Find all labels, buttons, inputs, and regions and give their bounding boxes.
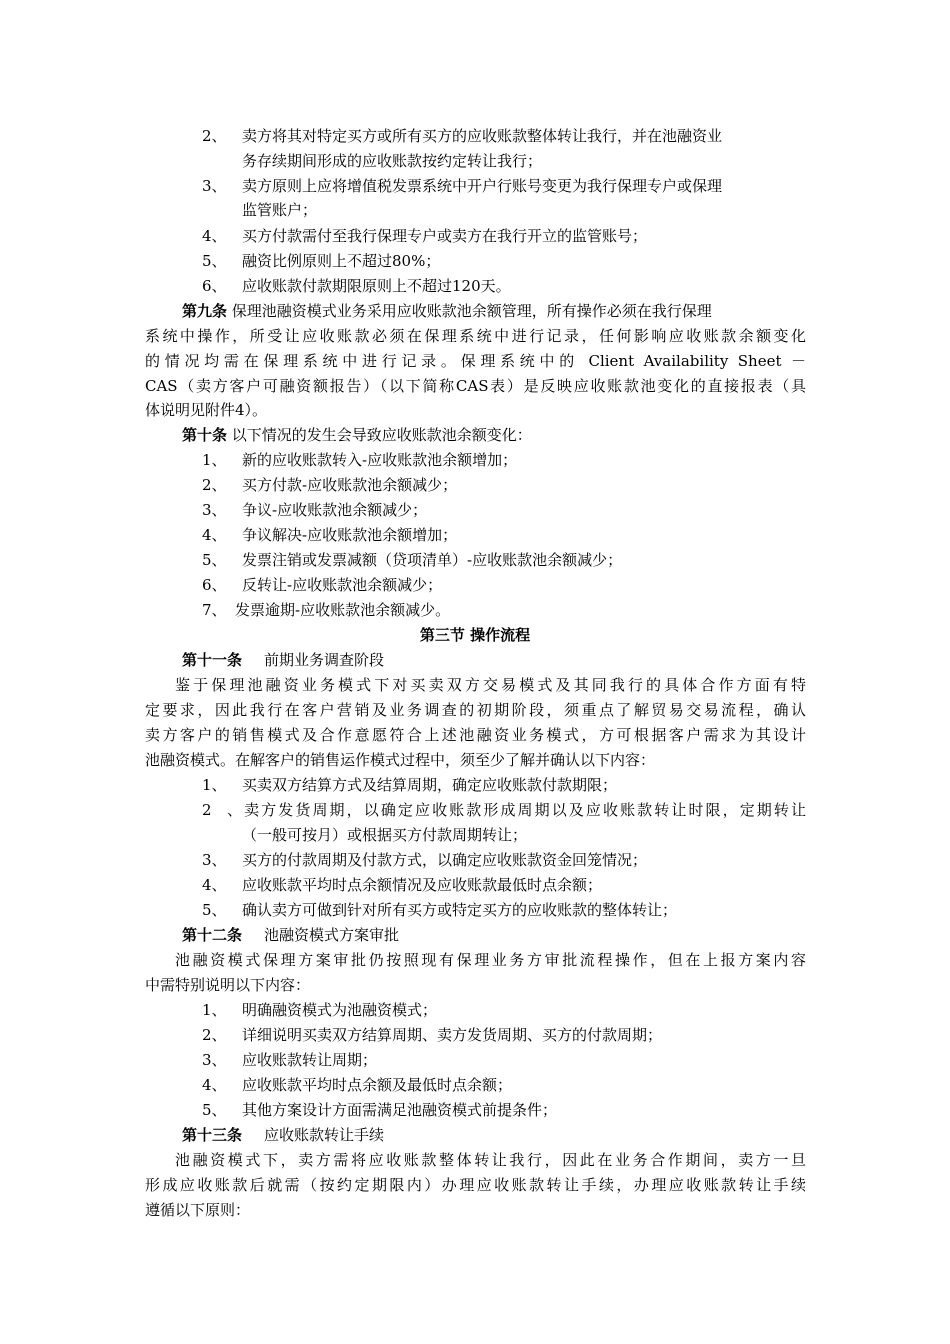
list-text: 详细说明买卖双方结算周期、卖方发货周期、买方的付款周期；: [242, 1026, 663, 1044]
list-item: [202, 999, 437, 1021]
list-item: [202, 599, 450, 621]
list-item: [202, 799, 806, 821]
list-text: 买卖双方结算方式及结算周期，确定应收账款付款期限；: [242, 776, 618, 794]
list-number: 4、: [202, 876, 227, 894]
list-item: [202, 574, 442, 596]
list-item: [202, 1024, 662, 1046]
paragraph-line: 鉴于保理池融资业务模式下对买卖双方交易模式及其同我行的具体合作方面有特: [175, 676, 806, 694]
list-item-continuation: （一般可按月）或根据买方付款周期转让；: [242, 826, 528, 844]
list-number: 6、: [202, 576, 227, 594]
paragraph-line: 的情况均需在保理系统中进行记录。保理系统中的 Client Availability Sheet －: [145, 352, 806, 370]
paragraph-line: 遵循以下原则：: [145, 1201, 251, 1219]
list-text: 其他方案设计方面需满足池融资模式前提条件；: [242, 1101, 558, 1119]
paragraph-line: CAS（卖方客户可融资额报告）（以下简称CAS表）是反映应收账款池变化的直接报表（具: [145, 377, 806, 395]
list-item-continuation: 监管账户；: [242, 201, 318, 219]
paragraph-line: 池融资模式。在解客户的销售运作模式过程中，须至少了解并确认以下内容：: [145, 751, 656, 769]
list-item: [202, 175, 722, 197]
article-10-first-line: [182, 424, 532, 446]
list-number: 7、: [202, 601, 227, 619]
list-number: 4、: [202, 227, 227, 245]
list-text: 反转让-应收账款池余额减少；: [242, 576, 443, 594]
list-item: [202, 549, 622, 571]
article-heading-text: 应收账款转让手续: [264, 1126, 385, 1144]
list-number: 2、: [202, 127, 227, 145]
list-item: [202, 225, 647, 247]
list-number: 4、: [202, 1076, 227, 1094]
article-11-heading: [182, 649, 384, 671]
article-12-heading: [182, 924, 399, 946]
list-text: 应收账款平均时点余额情况及应收账款最低时点余额；: [242, 876, 603, 894]
list-item: [202, 849, 647, 871]
list-text: 确认卖方可做到针对所有买方或特定买方的应收账款的整体转让；: [242, 901, 678, 919]
list-number: 3、: [202, 1051, 227, 1069]
list-item: [202, 499, 427, 521]
paragraph-line: 卖方客户的销售模式及合作意愿符合上述池融资业务模式，方可根据客户需求为其设计: [145, 726, 806, 744]
article-text: 以下情况的发生会导致应收账款池余额变化：: [231, 426, 532, 444]
article-heading-text: 池融资模式方案审批: [264, 926, 400, 944]
list-item: [202, 899, 677, 921]
list-number: 2、: [202, 1026, 227, 1044]
article-title: 第九条: [182, 302, 228, 320]
list-number: 1、: [202, 451, 227, 469]
list-number: 5、: [202, 1101, 227, 1119]
list-text: 应收账款付款期限原则上不超过120天。: [242, 277, 511, 295]
list-number: 5、: [202, 252, 227, 270]
article-title: 第十二条: [182, 926, 243, 944]
list-number: 4、: [202, 526, 227, 544]
list-item: [202, 524, 457, 546]
section-heading: 第三节 操作流程: [419, 626, 531, 644]
list-text: 新的应收账款转入-应收账款池余额增加；: [242, 451, 518, 469]
list-text: 争议解决-应收账款池余额增加；: [242, 526, 458, 544]
list-text: 买方付款-应收账款池余额减少；: [242, 476, 458, 494]
list-number: 5、: [202, 551, 227, 569]
list-text: 卖方原则上应将增值税发票系统中开户行账号变更为我行保理专户或保理: [242, 177, 723, 195]
list-text: 卖方发货周期，以确定应收账款形成周期以及应收账款转让时限，定期转让: [242, 801, 806, 819]
article-title: 第十一条: [182, 651, 243, 669]
list-text: 争议-应收账款池余额减少；: [242, 501, 428, 519]
list-item: [202, 449, 517, 471]
list-text: 发票注销或发票减额（贷项清单）-应收账款池余额减少；: [242, 551, 623, 569]
list-number: 3、: [202, 851, 227, 869]
list-text: 融资比例原则上不超过80%；: [242, 252, 441, 270]
list-item: [202, 275, 511, 297]
list-text: 发票逾期-应收账款池余额减少。: [235, 601, 451, 619]
paragraph-line: 池融资模式保理方案审批仍按照现有保理业务方审批流程操作，但在上报方案内容: [175, 951, 806, 969]
list-number: 6、: [202, 277, 227, 295]
list-number: 1、: [202, 1001, 227, 1019]
list-number: 2、: [202, 801, 242, 819]
article-13-heading: [182, 1124, 384, 1146]
paragraph-line: 体说明见附件4）。: [145, 401, 268, 419]
list-text: 买方付款需付至我行保理专户或卖方在我行开立的监管账号；: [242, 227, 648, 245]
article-title: 第十条: [182, 426, 228, 444]
paragraph-line: 中需特别说明以下内容：: [145, 976, 311, 994]
list-item: [202, 1074, 512, 1096]
paragraph-line: 系统中操作，所受让应收账款必须在保理系统中进行记录，任何影响应收账款余额变化: [145, 327, 806, 345]
list-text: 买方的付款周期及付款方式，以确定应收账款资金回笼情况；: [242, 851, 648, 869]
paragraph-line: 池融资模式下，卖方需将应收账款整体转让我行，因此在业务合作期间，卖方一旦: [175, 1151, 806, 1169]
list-text: 应收账款转让周期；: [242, 1051, 378, 1069]
list-item-continuation: 务存续期间形成的应收账款按约定转让我行；: [242, 152, 543, 170]
article-text: 保理池融资模式业务采用应收账款池余额管理，所有操作必须在我行保理: [231, 302, 712, 320]
list-text: 应收账款平均时点余额及最低时点余额；: [242, 1076, 513, 1094]
list-text: 卖方将其对特定买方或所有买方的应收账款整体转让我行，并在池融资业: [242, 127, 723, 145]
list-number: 1、: [202, 776, 227, 794]
paragraph-line: 形成应收账款后就需（按约定期限内）办理应收账款转让手续，办理应收账款转让手续: [145, 1176, 806, 1194]
list-item: [202, 774, 617, 796]
list-item: [202, 125, 722, 147]
list-item: [202, 874, 602, 896]
list-item: [202, 1099, 557, 1121]
list-item: [202, 1049, 377, 1071]
article-9-first-line: [182, 300, 712, 322]
list-item: [202, 250, 440, 272]
list-number: 3、: [202, 501, 227, 519]
list-number: 5、: [202, 901, 227, 919]
article-title: 第十三条: [182, 1126, 243, 1144]
list-item: [202, 474, 457, 496]
article-heading-text: 前期业务调查阶段: [264, 651, 385, 669]
list-number: 2、: [202, 476, 227, 494]
list-number: 3、: [202, 177, 227, 195]
paragraph-line: 定要求，因此我行在客户营销及业务调查的初期阶段，须重点了解贸易交易流程，确认: [145, 701, 806, 719]
list-text: 明确融资模式为池融资模式；: [242, 1001, 438, 1019]
